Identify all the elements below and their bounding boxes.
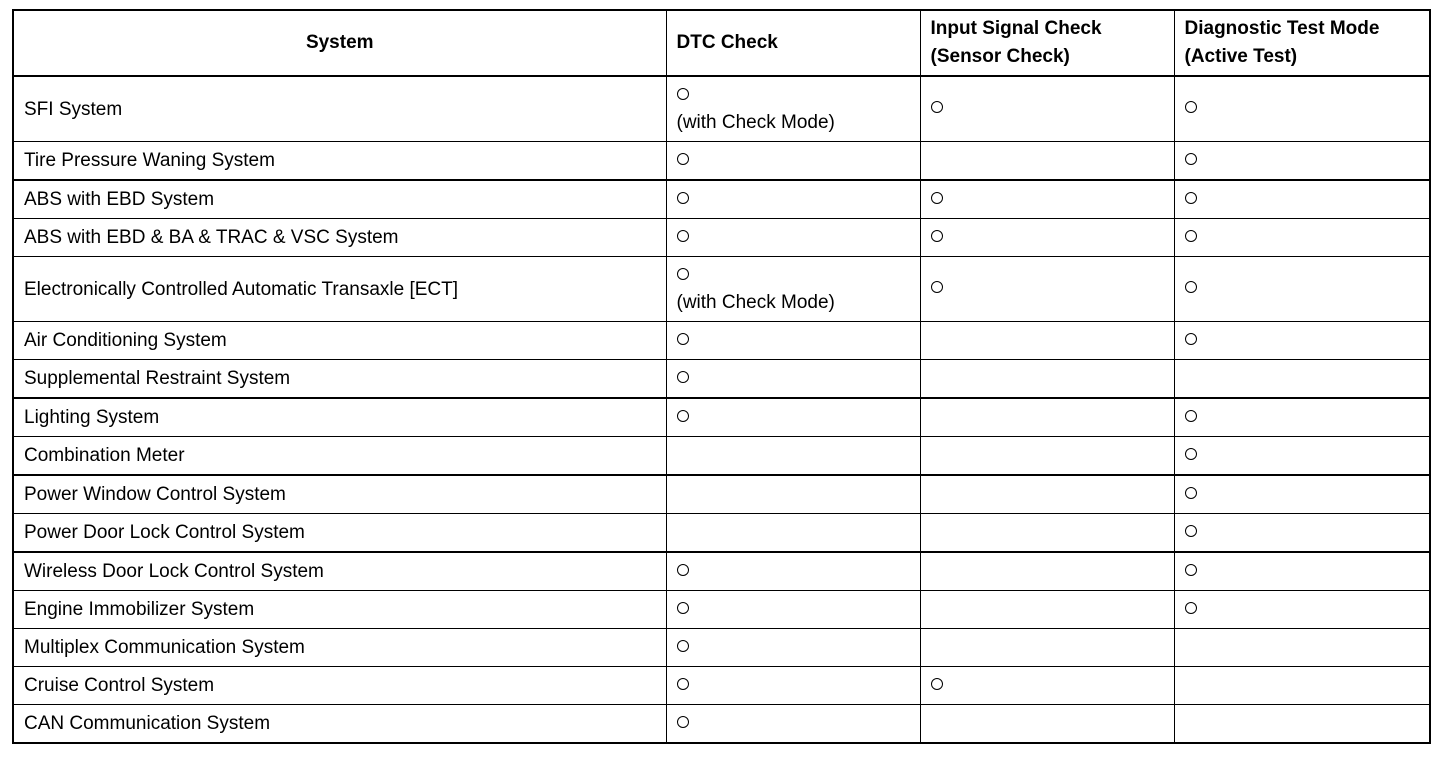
dtc-check-cell: [666, 667, 920, 705]
system-name-cell: Power Window Control System: [13, 475, 666, 514]
input-signal-check-cell: [920, 180, 1174, 219]
dtc-check-cell: [666, 180, 920, 219]
supported-circle-icon: [1185, 153, 1197, 165]
table-row: [13, 591, 1430, 629]
table-row: [13, 514, 1430, 553]
supported-circle-icon: [1185, 281, 1197, 293]
supported-circle-icon: [677, 153, 689, 165]
system-name-cell: ABS with EBD & BA & TRAC & VSC System: [13, 219, 666, 257]
input-signal-check-cell: [920, 76, 1174, 142]
table-row: [13, 180, 1430, 219]
supported-circle-icon: [1185, 230, 1197, 242]
active-test-cell: [1174, 629, 1430, 667]
header-input-line2: (Sensor Check): [930, 46, 1070, 67]
input-signal-check-cell: [920, 257, 1174, 322]
dtc-check-cell: [666, 219, 920, 257]
supported-circle-icon: [677, 230, 689, 242]
active-test-cell: [1174, 552, 1430, 591]
input-signal-check-cell: [920, 552, 1174, 591]
table-row: [13, 142, 1430, 181]
dtc-check-cell: [666, 322, 920, 360]
supported-circle-icon: [677, 333, 689, 345]
active-test-cell: [1174, 437, 1430, 476]
supported-circle-icon: [677, 564, 689, 576]
header-diag-line1: Diagnostic Test Mode: [1184, 18, 1380, 39]
table-row: [13, 437, 1430, 476]
dtc-check-cell: [666, 705, 920, 744]
table-row: [13, 629, 1430, 667]
check-mode-note: (with Check Mode): [676, 112, 835, 133]
check-mode-note: (with Check Mode): [676, 292, 835, 313]
supported-circle-icon: [1185, 333, 1197, 345]
active-test-cell: [1174, 257, 1430, 322]
dtc-check-cell: [666, 437, 920, 476]
dtc-check-cell: [666, 142, 920, 181]
input-signal-check-cell: [920, 322, 1174, 360]
system-name-cell: Power Door Lock Control System: [13, 514, 666, 553]
dtc-check-cell: [666, 514, 920, 553]
input-signal-check-cell: [920, 142, 1174, 181]
supported-circle-icon: [931, 230, 943, 242]
supported-circle-icon: [1185, 602, 1197, 614]
input-signal-check-cell: [920, 705, 1174, 744]
system-name-cell: Engine Immobilizer System: [13, 591, 666, 629]
dtc-check-cell: [666, 76, 920, 142]
active-test-cell: [1174, 76, 1430, 142]
active-test-cell: [1174, 705, 1430, 744]
table-row: [13, 76, 1430, 142]
table-row: [13, 257, 1430, 322]
system-name-cell: Combination Meter: [13, 437, 666, 476]
supported-circle-icon: [931, 281, 943, 293]
table-row: [13, 219, 1430, 257]
supported-circle-icon: [1185, 192, 1197, 204]
supported-circle-icon: [1185, 525, 1197, 537]
system-name-cell: Cruise Control System: [13, 667, 666, 705]
header-system: System: [13, 10, 666, 76]
system-name-cell: Air Conditioning System: [13, 322, 666, 360]
system-name-cell: Multiplex Communication System: [13, 629, 666, 667]
supported-circle-icon: [1185, 487, 1197, 499]
header-diagnostic-test-mode: [1174, 10, 1430, 76]
system-name-cell: ABS with EBD System: [13, 180, 666, 219]
input-signal-check-cell: [920, 475, 1174, 514]
table-row: [13, 398, 1430, 437]
active-test-cell: [1174, 322, 1430, 360]
input-signal-check-cell: [920, 360, 1174, 399]
supported-circle-icon: [677, 268, 689, 280]
input-signal-check-cell: [920, 398, 1174, 437]
input-signal-check-cell: [920, 437, 1174, 476]
table-row: [13, 552, 1430, 591]
supported-circle-icon: [677, 192, 689, 204]
system-name-cell: CAN Communication System: [13, 705, 666, 744]
input-signal-check-cell: [920, 629, 1174, 667]
input-signal-check-cell: [920, 514, 1174, 553]
supported-circle-icon: [1185, 410, 1197, 422]
table-row: [13, 667, 1430, 705]
supported-circle-icon: [677, 640, 689, 652]
active-test-cell: [1174, 219, 1430, 257]
header-input-line1: Input Signal Check: [930, 18, 1102, 39]
table-row: [13, 360, 1430, 399]
dtc-check-cell: [666, 475, 920, 514]
supported-circle-icon: [677, 602, 689, 614]
system-name-cell: SFI System: [13, 76, 666, 142]
supported-circle-icon: [677, 371, 689, 383]
active-test-cell: [1174, 360, 1430, 399]
diagnostic-function-table: [12, 9, 1431, 744]
supported-circle-icon: [677, 678, 689, 690]
active-test-cell: [1174, 398, 1430, 437]
dtc-check-cell: [666, 398, 920, 437]
supported-circle-icon: [677, 88, 689, 100]
active-test-cell: [1174, 514, 1430, 553]
system-name-cell: Electronically Controlled Automatic Transaxle [ECT]: [13, 257, 666, 322]
input-signal-check-cell: [920, 219, 1174, 257]
header-input-signal-check: [920, 10, 1174, 76]
supported-circle-icon: [931, 101, 943, 113]
system-name-cell: Lighting System: [13, 398, 666, 437]
header-row: [13, 10, 1430, 76]
input-signal-check-cell: [920, 667, 1174, 705]
system-name-cell: Supplemental Restraint System: [13, 360, 666, 399]
supported-circle-icon: [677, 716, 689, 728]
supported-circle-icon: [931, 192, 943, 204]
system-name-cell: Wireless Door Lock Control System: [13, 552, 666, 591]
header-diag-line2: (Active Test): [1184, 46, 1298, 67]
supported-circle-icon: [1185, 564, 1197, 576]
active-test-cell: [1174, 180, 1430, 219]
supported-circle-icon: [931, 678, 943, 690]
dtc-check-cell: [666, 629, 920, 667]
header-dtc-check: DTC Check: [666, 10, 920, 76]
dtc-check-cell: [666, 360, 920, 399]
table-row: [13, 475, 1430, 514]
table-body: [13, 76, 1430, 743]
active-test-cell: [1174, 142, 1430, 181]
active-test-cell: [1174, 591, 1430, 629]
active-test-cell: [1174, 667, 1430, 705]
input-signal-check-cell: [920, 591, 1174, 629]
supported-circle-icon: [677, 410, 689, 422]
table-row: [13, 705, 1430, 744]
supported-circle-icon: [1185, 448, 1197, 460]
dtc-check-cell: [666, 552, 920, 591]
system-name-cell: Tire Pressure Waning System: [13, 142, 666, 181]
table-row: [13, 322, 1430, 360]
dtc-check-cell: [666, 591, 920, 629]
active-test-cell: [1174, 475, 1430, 514]
dtc-check-cell: [666, 257, 920, 322]
supported-circle-icon: [1185, 101, 1197, 113]
